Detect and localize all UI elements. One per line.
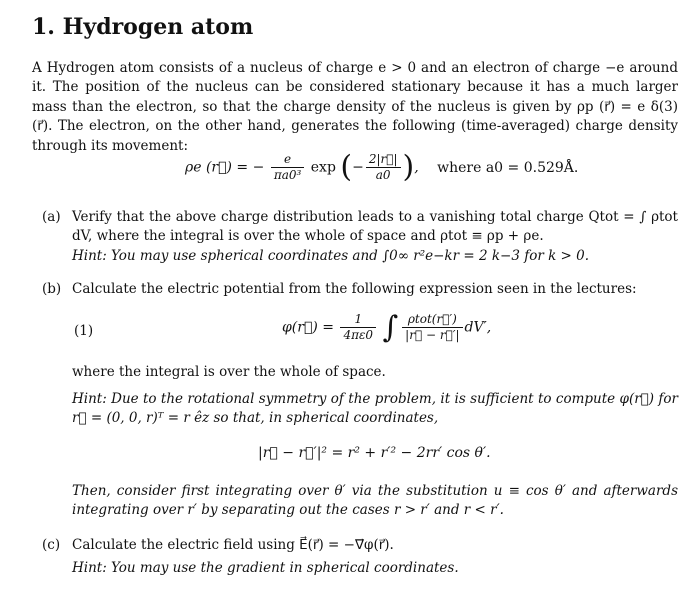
exp-argument-fraction <box>366 152 401 183</box>
open-paren: ( <box>340 149 353 185</box>
exp-arg-num: 2|r⃗| <box>366 152 401 168</box>
distance-equation: |r⃗ − r⃗′|² = r² + r′² − 2rr′ cos θ′. <box>258 445 491 461</box>
part-b-hint-1: Hint: Due to the rotational symmetry of the problem, it is sufficient to compute φ(r⃗) for r⃗ = (0, 0, r)ᵀ = r êz so that, in spherical coordinates, <box>72 391 678 427</box>
section-title: 1. Hydrogen atom <box>32 14 254 40</box>
rho-e-fraction <box>271 152 305 183</box>
exp-function: exp <box>310 159 336 176</box>
close-paren: ) <box>402 149 415 185</box>
part-a-label: (a) <box>42 209 61 225</box>
intro-text: A Hydrogen atom consists of a nucleus of charge e > 0 and an electron of charge −e around it. The position of the nucleus can be considered stationary because it has a much larger mass than the electron, so that the charge density of the nucleus is given by ρp (r⃗) = e δ(3) (r⃗). The electron, on the other hand, generates the following (time-averaged) charge density through its movement: <box>32 60 678 154</box>
coulomb-den: 4πε0 <box>343 328 374 342</box>
integrand-den: |r⃗ − r⃗′| <box>405 328 460 342</box>
intro-paragraph <box>32 59 678 156</box>
part-b-after-equation: where the integral is over the whole of space. <box>72 364 386 380</box>
part-b-text: Calculate the electric potential from the following expression seen in the lectures: <box>72 281 637 297</box>
integrand-num: ρtot(r⃗′) <box>402 312 462 328</box>
coulomb-num: 1 <box>340 312 376 328</box>
part-c-hint: Hint: You may use the gradient in spherical coordinates. <box>72 560 459 576</box>
part-a-text: Verify that the above charge distribution leads to a vanishing total charge Qtot = ∫ ρtot dV, where the integral is over the whole of space and ρtot ≡ ρp + ρe. <box>72 209 678 245</box>
integrand-fraction <box>402 312 462 343</box>
potential-equation <box>282 310 491 345</box>
rho-e-frac-num: e <box>271 152 305 168</box>
rho-e-frac-den: πa0³ <box>273 168 302 182</box>
integral-sign: ∫ <box>382 310 399 345</box>
rho-e-equation: ρe (r⃗) = − $\frac{e}{\text{πa0³}}$ exp (− $\frac{2|r⃗|}{a0}$ ), where a0 = 0.529Å. <box>185 149 579 185</box>
rho-e-lhs: ρe (r⃗) = − <box>185 159 265 176</box>
part-b-label: (b) <box>42 281 62 297</box>
part-c-text: Calculate the electric field using E⃗(r⃗) = −∇⃗φ(r⃗). <box>72 537 394 553</box>
part-a-hint: Hint: You may use spherical coordinates and ∫0∞ r²e−kr = 2 k−3 for k > 0. <box>72 248 590 264</box>
potential-lhs: φ(r⃗) = <box>282 319 335 336</box>
part-c-label: (c) <box>42 537 61 553</box>
integral-measure: dV′, <box>464 319 492 336</box>
exp-arg-den: a0 <box>375 168 391 182</box>
bohr-radius-note: where a0 = 0.529Å. <box>437 159 579 176</box>
coulomb-constant-fraction <box>340 312 376 343</box>
equation-number: (1) <box>74 323 94 339</box>
part-b-hint-2: Then, consider first integrating over θ′ via the substitution u ≡ cos θ′ and afterwards integrating over r′ by separating out the cases r > r′ and r < r′. <box>72 483 678 519</box>
